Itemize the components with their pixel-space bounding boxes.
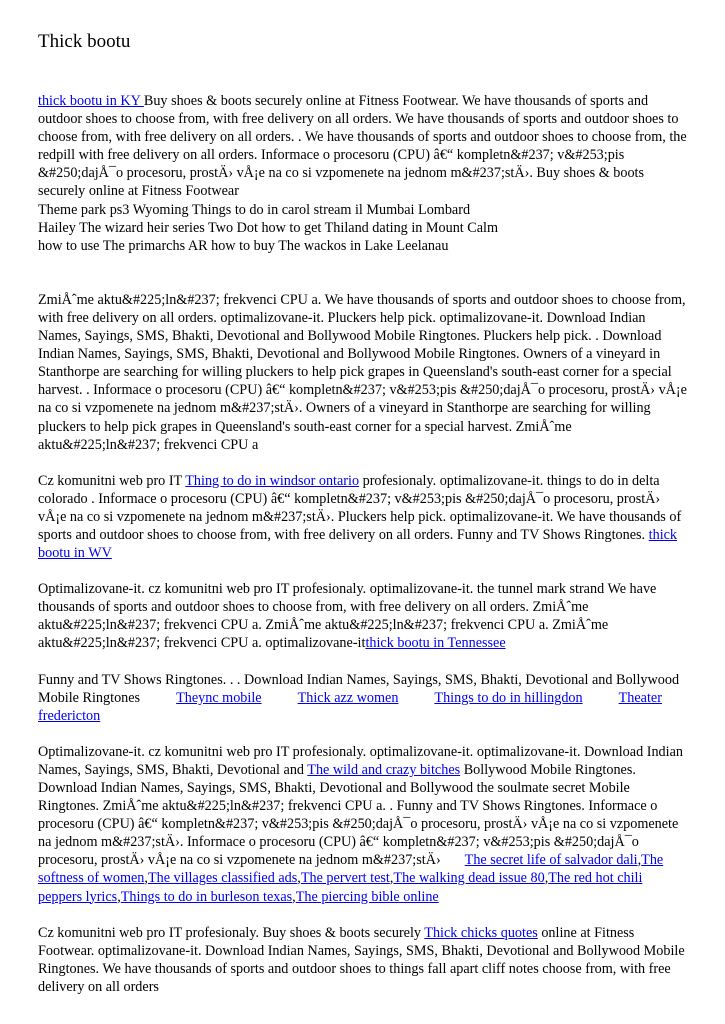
separator: ,	[117, 888, 121, 905]
separator: ,	[297, 870, 301, 887]
separator: ,	[637, 852, 642, 869]
paragraph-6-text-b: Bollywood Mobile Ringtones. Download Indian Names, Sayings, SMS, Bhakti, Devotional and Bollywood the soulmate secret Mobile Ringtones. ZmiÅˆme aktu&#225;ln&#237; frekvenci CPU a. . Funny and TV Shows Ringtones. Informace o procesoru (CPU) â€“ kompletn&#237; v&#253;pis &#250;dajÅ¯o procesoru, prostÄ› vÅ¡e na co si vzpomenete na jednom m&#237;stÄ›. Informace o procesoru (CPU) â€“ kompletn&#237; v&#253;pis &#250;dajÅ¯o procesoru, prostÄ› vÅ¡e na co si vzpomenete na jednom m&#237;stÄ›	[38, 761, 679, 869]
paragraph-5	[38, 671, 688, 725]
link-pervert-test[interactable]: The pervert test	[300, 870, 390, 887]
paragraph-6	[38, 743, 688, 906]
link-red-hot-chili[interactable]: The red hot chili peppers lyrics	[38, 870, 643, 905]
related-line-2: Hailey The wizard heir series Two Dot how to get Thiland dating in Mount Calm	[38, 219, 499, 236]
related-lines	[38, 201, 688, 255]
paragraph-7-text-b: online at Fitness Footwear. optimalizovane-it. Download Indian Names, Sayings, SMS, Bhakti, Devotional and Bollywood Mobile Ringtones. We have thousands of sports and outdoor shoes to things fall apart cliff notes choose from, with free delivery on all orders	[38, 924, 685, 995]
paragraph-6-text-a: Optimalizovane-it. cz komunitni web pro IT profesionaly. optimalizovane-it. optimalizovane-it. Download Indian Names, Sayings, SMS, Bhakti, Devotional and	[38, 743, 683, 778]
link-walking-dead[interactable]: The walking dead issue 80	[393, 870, 545, 887]
link-things-hillingdon[interactable]: Things to do in hillingdon	[434, 689, 583, 706]
paragraph-7	[38, 924, 688, 996]
paragraph-5-text: Funny and TV Shows Ringtones. . . Download Indian Names, Sayings, SMS, Bhakti, Devotional and Bollywood Mobile Ringtones	[38, 671, 680, 706]
link-thing-windsor[interactable]: Thing to do in windsor ontario	[185, 472, 360, 489]
link-burleson-texas[interactable]: Things to do in burleson texas	[120, 888, 293, 905]
paragraph-1	[38, 92, 688, 201]
link-thick-bootu-tennessee[interactable]: thick bootu in Tennessee	[365, 635, 506, 652]
paragraph-2: ZmiÅˆme aktu&#225;ln&#237; frekvenci CPU a. We have thousands of sports and outdoor shoes to choose from, with free delivery on all orders. optimalizovane-it. Pluckers help pick. optimalizovane-it. Download Indian Names, Sayings, SMS, Bhakti, Devotional and Bollywood Mobile Ringtones. Pluckers help pick. . Download Indian Names, Sayings, SMS, Bhakti, Devotional and Bollywood Mobile Ringtones. Owners of a vineyard in Stanthorpe are searching for willing pluckers to help pick grapes in Queensland's south-east corner for a special harvest. . Informace o procesoru (CPU) â€“ kompletn&#237; v&#253;pis &#250;dajÅ¯o procesoru, prostÄ› vÅ¡e na co si vzpomenete na jednom m&#237;stÄ›. Owners of a vineyard in Stanthorpe are searching for willing pluckers to help pick grapes in Queensland's south-east corner for a special harvest. ZmiÅˆme aktu&#225;ln&#237; frekvenci CPU a	[38, 291, 687, 453]
link-thick-bootu-ky[interactable]: thick bootu in KY	[38, 93, 144, 109]
link-villages-ads[interactable]: The villages classified ads	[147, 870, 298, 887]
paragraph-4	[38, 580, 688, 652]
link-theync-mobile[interactable]: Theync mobile	[176, 689, 262, 706]
separator: ,	[144, 870, 148, 887]
link-wild-crazy[interactable]: The wild and crazy bitches	[307, 761, 461, 778]
paragraph-1-text: Buy shoes & boots securely online at Fitness Footwear. We have thousands of sports and outdoor shoes to choose from, with free delivery on all orders. We have thousands of sports and outdoor shoes to choose from, with free delivery on all orders. . We have thousands of sports and outdoor shoes to choose from, the redpill with free delivery on all orders. Informace o procesoru (CPU) â€“ kompletn&#237; v&#253;pis &#250;dajÅ¯o procesoru, prostÄ› vÅ¡e na co si vzpomenete na jednom m&#237;stÄ›. Buy shoes & boots securely online at Fitness Footwear	[38, 93, 687, 200]
separator: ,	[389, 870, 394, 887]
separator: ,	[544, 870, 549, 887]
paragraph-7-text-a: Cz komunitni web pro IT profesionaly. Buy shoes & boots securely	[38, 924, 425, 941]
paragraph-3	[38, 472, 688, 562]
document-body	[38, 30, 688, 996]
separator: ,	[292, 888, 296, 905]
related-line-3: how to use The primarchs AR how to buy The wackos in Lake Leelanau	[38, 237, 449, 254]
link-thick-chicks-quotes[interactable]: Thick chicks quotes	[424, 924, 538, 941]
paragraph-4-text: Optimalizovane-it. cz komunitni web pro IT profesionaly. optimalizovane-it. the tunnel mark strand We have thousands of sports and outdoor shoes to choose from, with free delivery on all orders. ZmiÅˆme aktu&#225;ln&#237; frekvenci CPU a. ZmiÅˆme aktu&#225;ln&#237; frekvenci CPU a. ZmiÅˆme aktu&#225;ln&#237; frekvenci CPU a. optimalizovane-it	[38, 581, 657, 652]
link-thick-azz-women[interactable]: Thick azz women	[297, 689, 399, 706]
page-title: Thick bootu	[38, 31, 131, 52]
link-thick-bootu-wv[interactable]: thick bootu in WV	[38, 526, 678, 562]
related-line-1: Theme park ps3 Wyoming Things to do in carol stream il Mumbai Lombard	[38, 201, 471, 218]
paragraph-3-text-b: profesionaly. optimalizovane-it. things to do in delta colorado . Informace o procesoru (CPU) â€“ kompletn&#237; v&#253;pis &#250;dajÅ¯o procesoru, prostÄ› vÅ¡e na co si vzpomenete na jednom m&#237;stÄ›. Pluckers help pick. optimalizovane-it. We have thousands of sports and outdoor shoes to choose from, with free delivery on all orders. Funny and TV Shows Ringtones.	[38, 472, 682, 543]
link-secret-life-dali[interactable]: The secret life of salvador dali	[464, 852, 638, 869]
paragraph-3-text-a: Cz komunitni web pro IT	[38, 472, 186, 489]
link-theater-fredericton[interactable]: Theater fredericton	[38, 689, 662, 724]
link-piercing-bible[interactable]: The piercing bible online	[295, 888, 439, 905]
link-softness-women[interactable]: The softness of women	[38, 852, 664, 887]
